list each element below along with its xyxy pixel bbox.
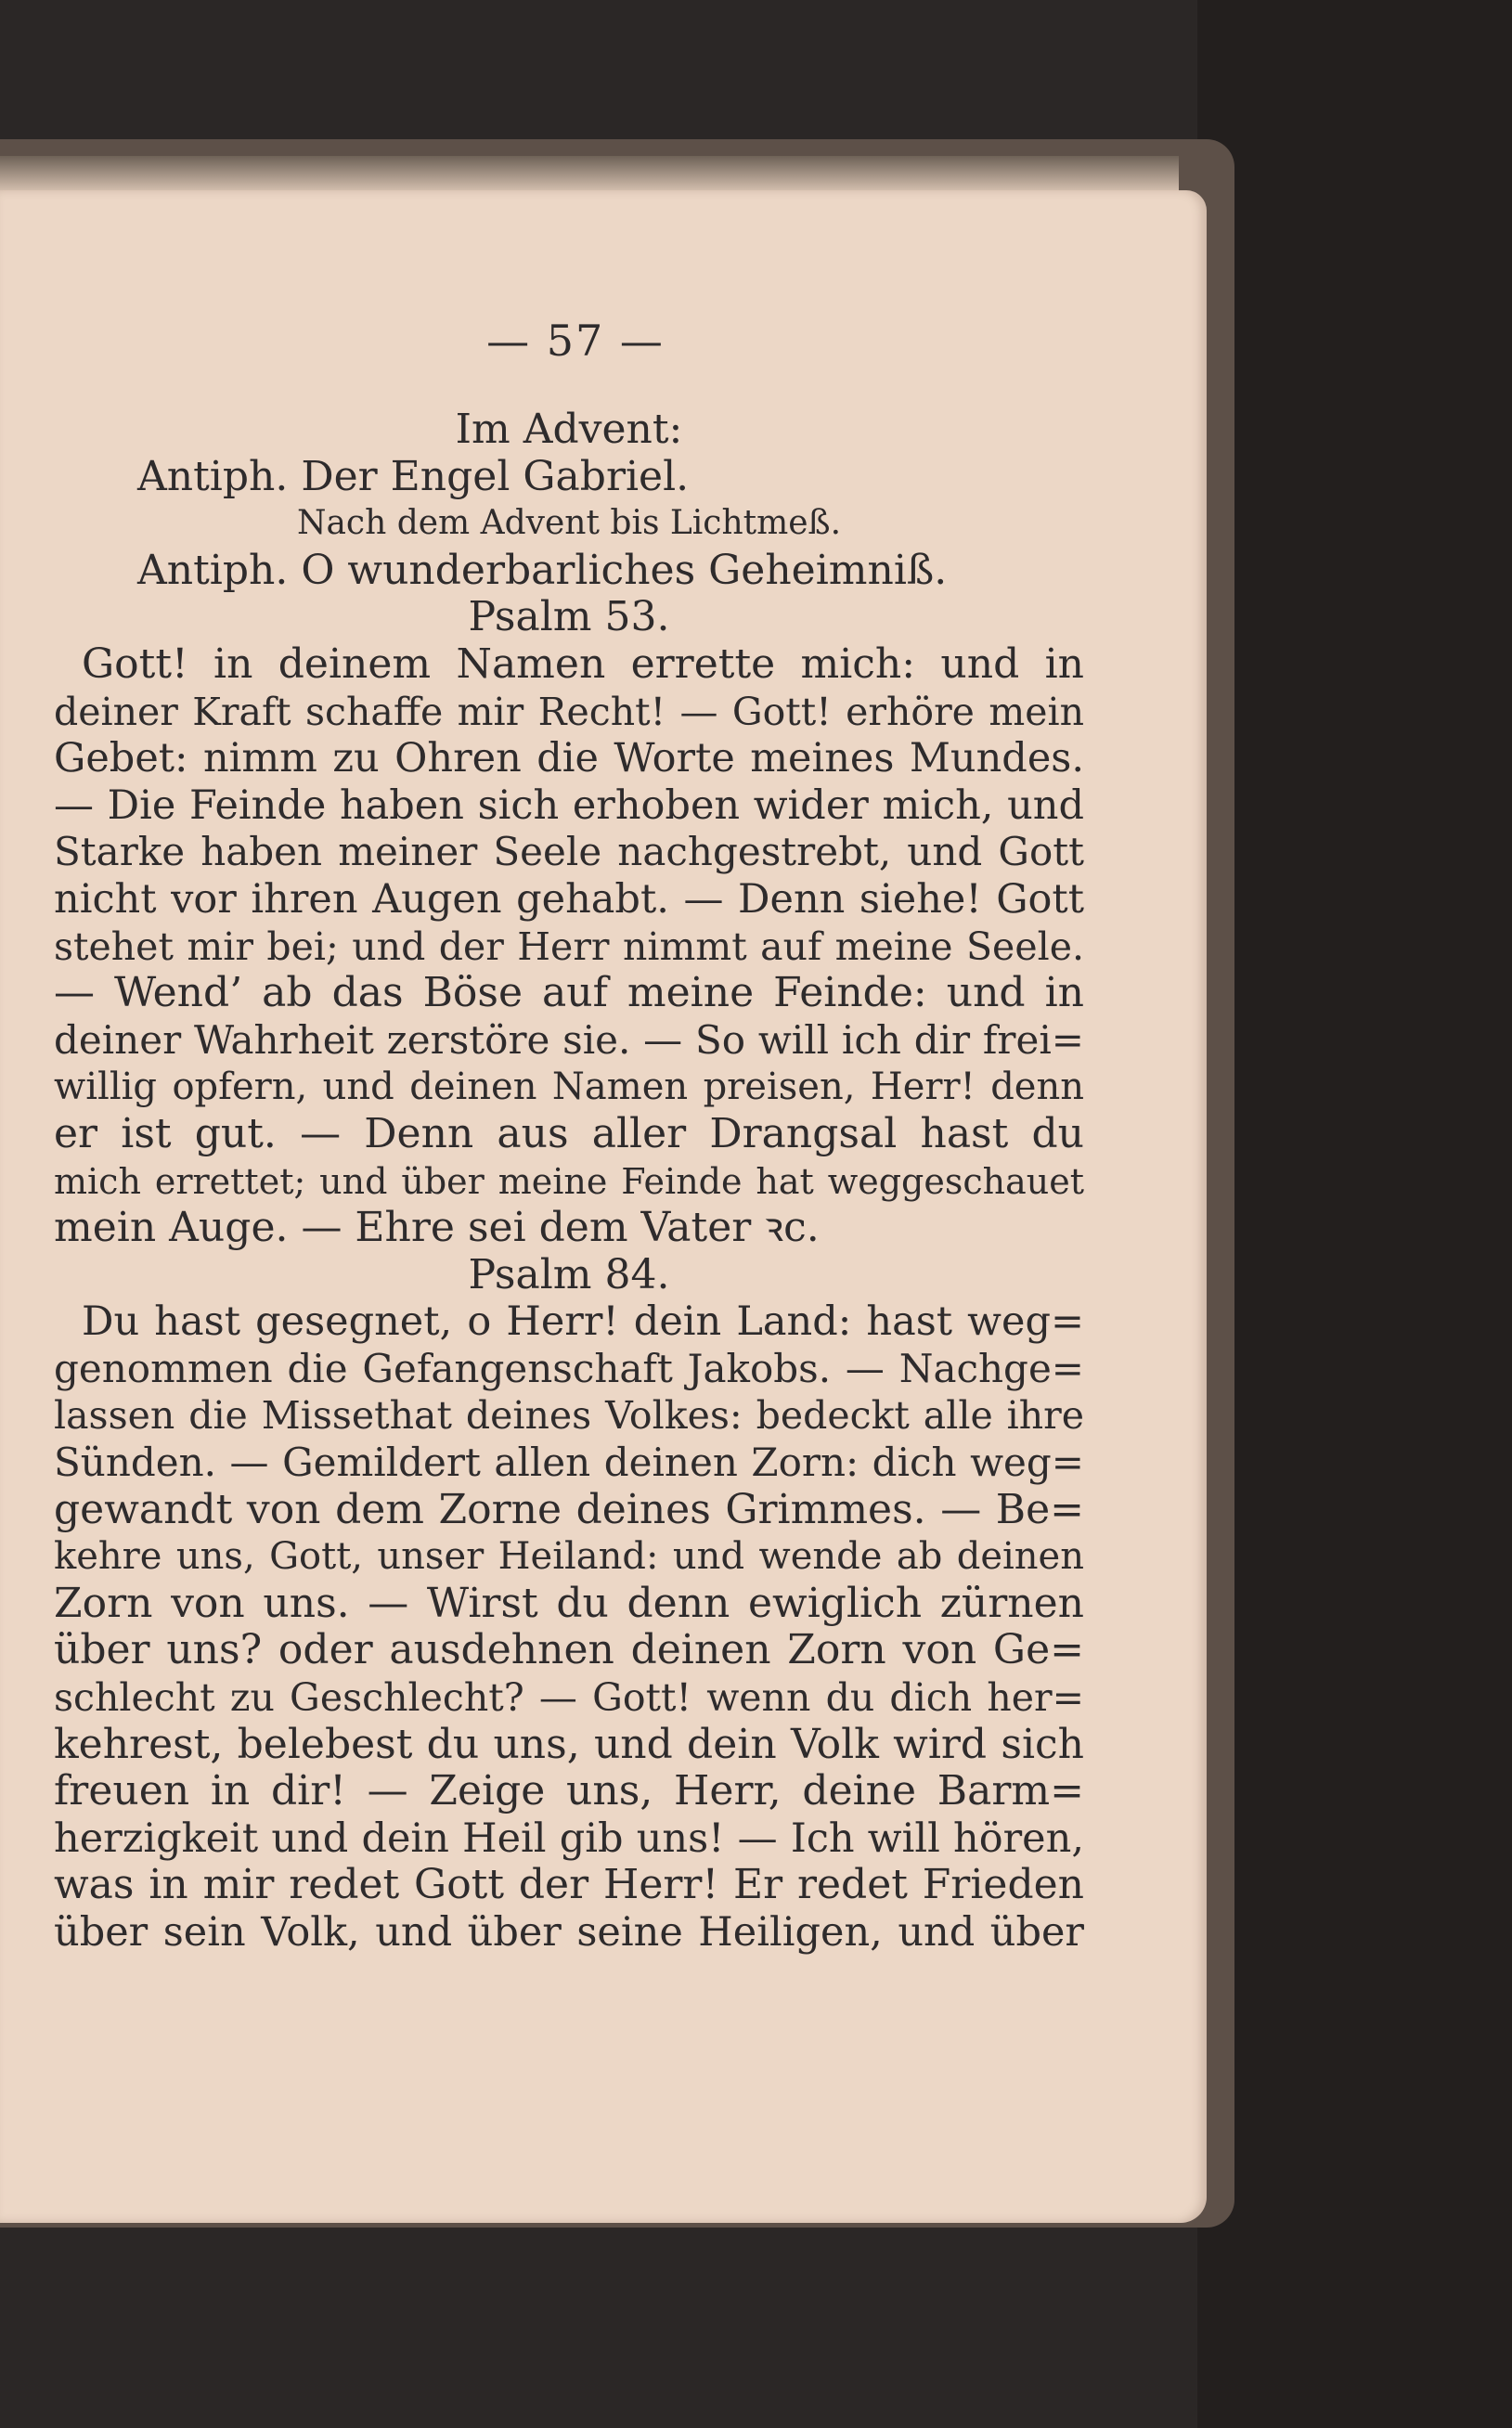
page-text	[54, 407, 1084, 1957]
text-line: Zorn von uns. — Wirst du denn ewiglich zürnen	[54, 1579, 1084, 1627]
text-line: über uns? oder ausdehnen deinen Zorn von Ge=	[54, 1626, 1084, 1674]
text-line: kehre uns, Gott, unser Heiland: und wende ab deinen	[54, 1535, 1084, 1579]
psalm-heading: Psalm 84.	[468, 1250, 670, 1298]
text-line: Sünden. — Gemildert allen deinen Zorn: dich weg=	[54, 1440, 1084, 1486]
text-line: über sein Volk, und über seine Heiligen, und über	[54, 1909, 1084, 1956]
text-line: willig opfern, und deinen Namen preisen, Herr! denn	[54, 1065, 1084, 1109]
page-edges	[0, 156, 1179, 193]
text-line: was in mir redet Gott der Herr! Er redet Frieden	[54, 1861, 1084, 1909]
text-line: Gott! in deinem Namen errette mich: und in	[82, 639, 1084, 688]
text-line: lassen die Missethat deines Volkes: bedeckt alle ihre	[54, 1393, 1084, 1439]
text-line: — Wend’ ab das Böse auf meine Feinde: und in	[54, 969, 1084, 1017]
text-line: genommen die Gefangenschaft Jakobs. — Nachge=	[54, 1345, 1084, 1391]
text-line: schlecht zu Geschlecht? — Gott! wenn du dich her=	[54, 1675, 1084, 1721]
text-line: mein Auge. — Ehre sei dem Vater ꝛc.	[54, 1204, 820, 1252]
text-line: deiner Wahrheit zerstöre sie. — So will ich dir frei=	[54, 1016, 1084, 1063]
antiphon-line: Antiph. Der Engel Gabriel.	[137, 452, 690, 500]
section-heading-after-advent: Nach dem Advent bis Lichtmeß.	[296, 504, 842, 543]
text-line: stehet mir bei; und der Herr nimmt auf meine Seele.	[54, 923, 1084, 969]
text-line: kehrest, belebest du uns, und dein Volk wird sich	[54, 1720, 1084, 1768]
page-number: — 57 —	[486, 316, 665, 366]
text-line: nicht vor ihren Augen gehabt. — Denn siehe! Gott	[54, 875, 1084, 923]
text-line: gewandt von dem Zorne deines Grimmes. — Be=	[54, 1485, 1084, 1533]
text-line: Gebet: nimm zu Ohren die Worte meines Mundes.	[54, 735, 1084, 782]
text-line: freuen in dir! — Zeige uns, Herr, deine Barm=	[54, 1767, 1084, 1815]
text-line: herzigkeit und dein Heil gib uns! — Ich will hören,	[54, 1815, 1084, 1862]
text-line: deiner Kraft schaffe mir Recht! — Gott! erhöre mein	[54, 689, 1084, 734]
text-line: Starke haben meiner Seele nachgestrebt, und Gott	[54, 829, 1084, 875]
text-line: mich errettet; und über meine Feinde hat weggeschauet	[54, 1160, 1084, 1202]
antiphon-line: Antiph. O wunderbarliches Geheimniß.	[137, 546, 948, 594]
text-line: er ist gut. — Denn aus aller Drangsal hast du	[54, 1109, 1084, 1157]
section-heading-advent: Im Advent:	[455, 406, 683, 453]
text-line: — Die Feinde haben sich erhoben wider mich, und	[54, 781, 1084, 829]
dark-backdrop	[1197, 0, 1512, 2428]
psalm-heading: Psalm 53.	[468, 593, 670, 641]
text-line: Du hast gesegnet, o Herr! dein Land: hast weg=	[82, 1298, 1084, 1346]
